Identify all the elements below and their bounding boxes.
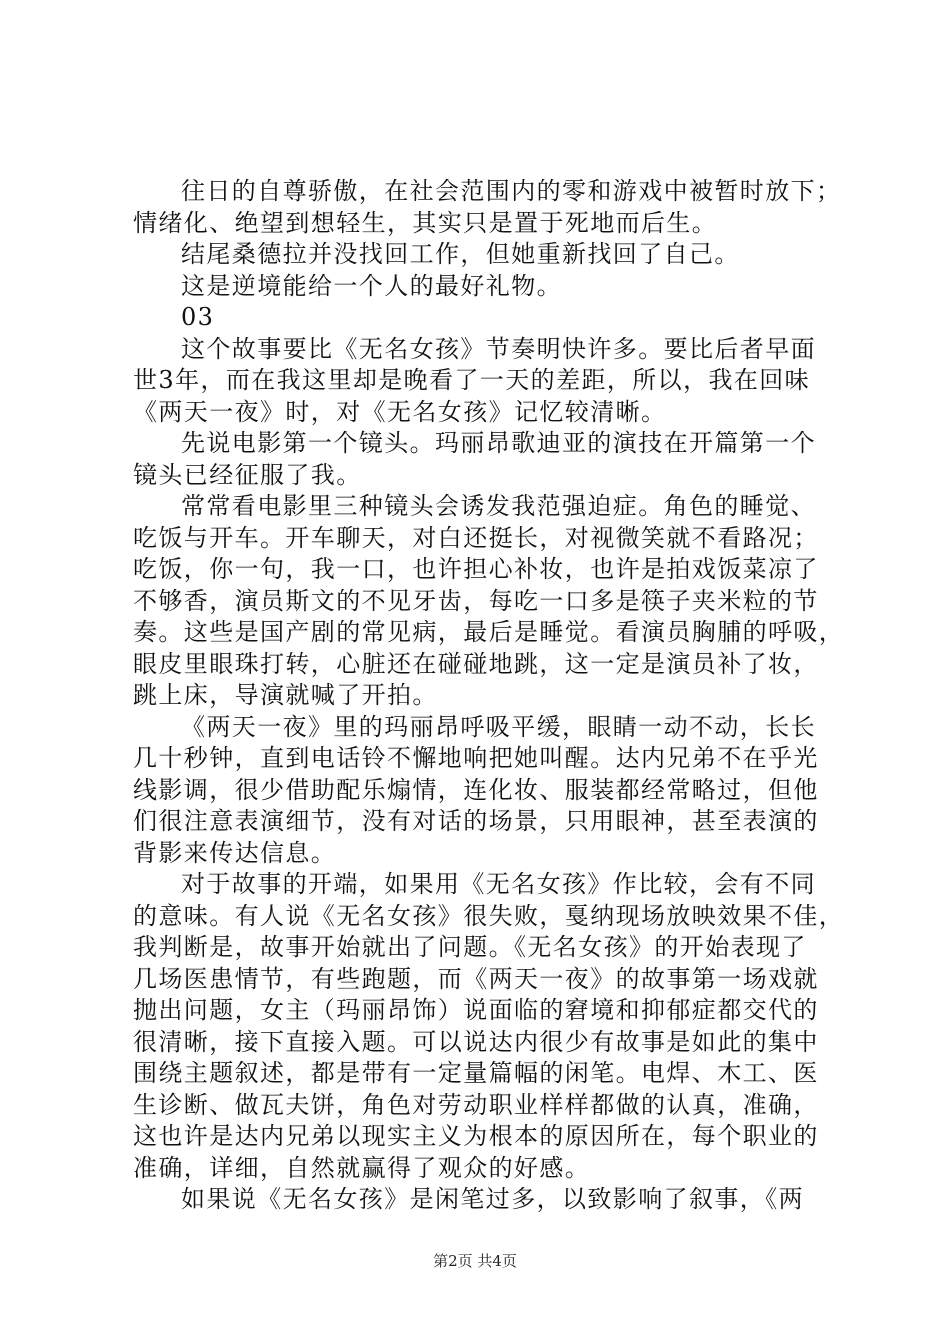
text-line: 几场医患情节，有些跑题，而《两天一夜》的故事第一场戏就 [133,964,819,993]
text-line: 不够香，演员斯文的不见牙齿，每吃一口多是筷子夹米粒的节 [133,586,819,615]
text-line: 往日的自尊骄傲，在社会范围内的零和游戏中被暂时放下； [181,177,842,205]
text-line: 《两天一夜》时，对《无名女孩》记忆较清晰。 [133,397,667,426]
text-line: 奏。这些是国产剧的常见病，最后是睡觉。看演员胸脯的呼吸， [133,618,845,646]
text-line: 我判断是，故事开始就出了问题。《无名女孩》的开始表现了 [133,933,807,961]
text-line: 这是逆境能给一个人的最好礼物。 [181,271,562,300]
text-line: 跳上床，导演就喊了开拍。 [133,681,438,709]
text-line: 03 [181,303,215,331]
text-line: 的意味。有人说《无名女孩》很失败，戛纳现场放映效果不佳， [133,901,845,930]
text-line: 抛出问题，女主（玛丽昂饰）说面临的窘境和抑郁症都交代的 [133,996,819,1024]
page-footer: 第2页 共4页 [433,1252,517,1270]
text-line: 结尾桑德拉并没找回工作，但她重新找回了自己。 [181,240,740,268]
text-line: 很清晰，接下直接入题。可以说达内很少有故事是如此的集中 [133,1027,819,1056]
text-line: 围绕主题叙述，都是带有一定量篇幅的闲笔。电焊、木工、医 [133,1059,819,1087]
text-line: 生诊断、做瓦夫饼，角色对劳动职业样样都做的认真，准确， [133,1090,819,1119]
text-line: 准确，详细，自然就赢得了观众的好感。 [133,1153,591,1182]
text-line: 这也许是达内兄弟以现实主义为根本的原因所在，每个职业的 [133,1122,819,1150]
text-line: 吃饭与开车。开车聊天，对白还挺长，对视微笑就不看路况； [133,523,819,552]
text-line: 情绪化、绝望到想轻生，其实只是置于死地而后生。 [133,208,718,237]
text-line: 线影调，很少借助配乐煽情，连化妆、服装都经常略过，但他 [133,775,819,804]
text-line: 几十秒钟，直到电话铃不懈地响把她叫醒。达内兄弟不在乎光 [133,744,819,772]
text-line: 眼皮里眼珠打转，心脏还在碰碰地跳，这一定是演员补了妆， [133,649,819,678]
text-line: 对于故事的开端，如果用《无名女孩》作比较，会有不同 [181,870,816,898]
text-line: 吃饭，你一句，我一口，也许担心补妆，也许是拍戏饭菜凉了 [133,555,819,583]
text-line: 背影来传达信息。 [133,838,337,867]
text-line: 们很注意表演细节，没有对话的场景，只用眼神，甚至表演的 [133,807,819,835]
text-line: 世3年，而在我这里却是晚看了一天的差距，所以，我在回味 [133,366,811,394]
text-line: 镜头已经征服了我。 [133,460,362,489]
document-body [133,176,845,1216]
text-line: 如果说《无名女孩》是闲笔过多，以致影响了叙事，《两 [181,1185,804,1213]
text-line: 这个故事要比《无名女孩》节奏明快许多。要比后者早面 [181,334,816,363]
text-line: 先说电影第一个镜头。玛丽昂歌迪亚的演技在开篇第一个 [181,429,816,457]
text-line: 常常看电影里三种镜头会诱发我范强迫症。角色的睡觉、 [181,492,816,520]
text-line: 《两天一夜》里的玛丽昂呼吸平缓，眼睛一动不动，长长 [181,712,816,741]
